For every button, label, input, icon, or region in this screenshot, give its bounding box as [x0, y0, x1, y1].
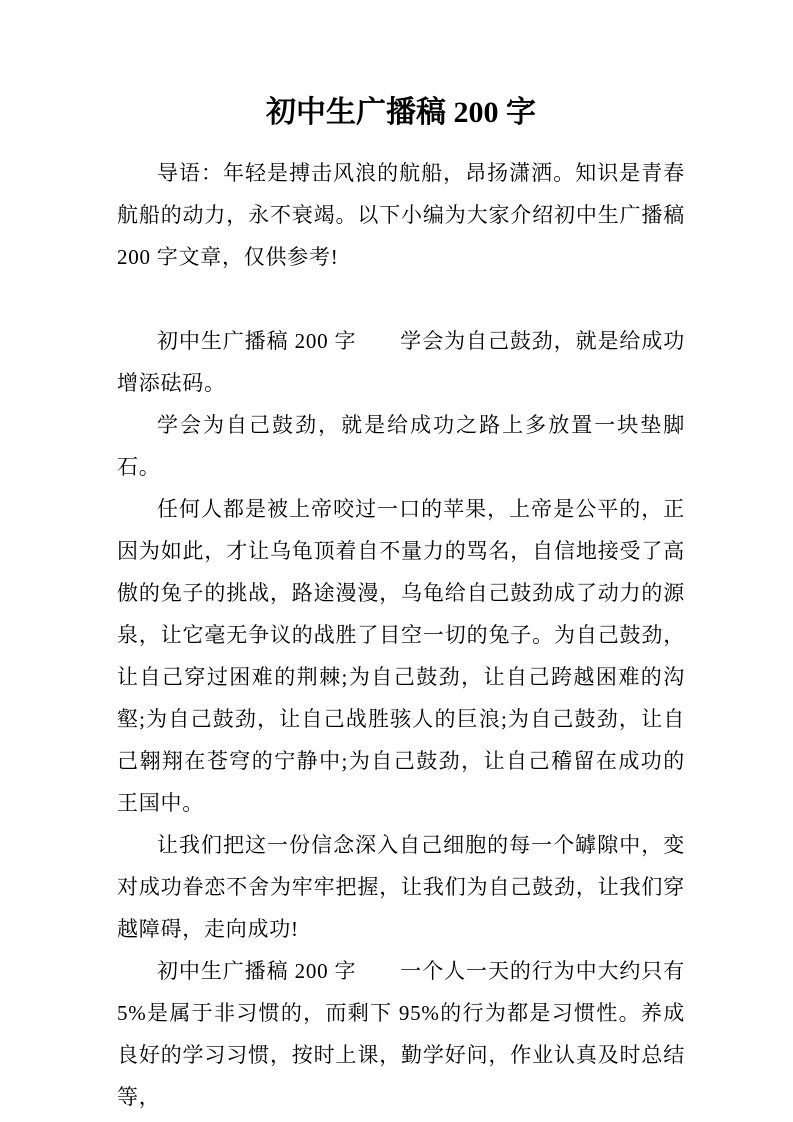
document-title: 初中生广播稿 200 字: [266, 96, 536, 129]
paragraph-section1-heading-line: 初中生广播稿 200 字 学会为自己鼓劲，就是给成功增添砝码。: [117, 329, 685, 395]
paragraph-section1-line2: 学会为自己鼓劲，就是给成功之路上多放置一块垫脚石。: [117, 413, 685, 479]
document-body: [117, 152, 685, 1118]
paragraph-intro: 导语：年轻是搏击风浪的航船，昂扬潇洒。知识是青春航船的动力，永不衰竭。以下小编为大家介绍初中生广播稿 200 字文章，仅供参考!: [117, 161, 685, 269]
paragraph-section2-start: 初中生广播稿 200 字 一个人一天的行为中大约只有 5%是属于非习惯的，而剩下 95%的行为都是习惯性。养成良好的学习习惯，按时上课，勤学好问，作业认真及时总结等，: [117, 959, 685, 1109]
paragraph-section1-body: 任何人都是被上帝咬过一口的苹果，上帝是公平的，正因为如此，才让乌龟顶着自不量力的骂名，自信地接受了高傲的兔子的挑战，路途漫漫，乌龟给自己鼓劲成了动力的源泉，让它毫无争议的战胜了目空一切的兔子。为自己鼓劲，让自己穿过困难的荆棘;为自己鼓劲，让自己跨越困难的沟壑;为自己鼓劲，让自己战胜骇人的巨浪;为自己鼓劲，让自己翱翔在苍穹的宁静中;为自己鼓劲，让自己稽留在成功的王国中。: [117, 497, 685, 815]
paragraph-section1-closing: 让我们把这一份信念深入自己细胞的每一个罅隙中，变对成功眷恋不舍为牢牢把握，让我们为自己鼓劲，让我们穿越障碍，走向成功!: [117, 833, 685, 941]
